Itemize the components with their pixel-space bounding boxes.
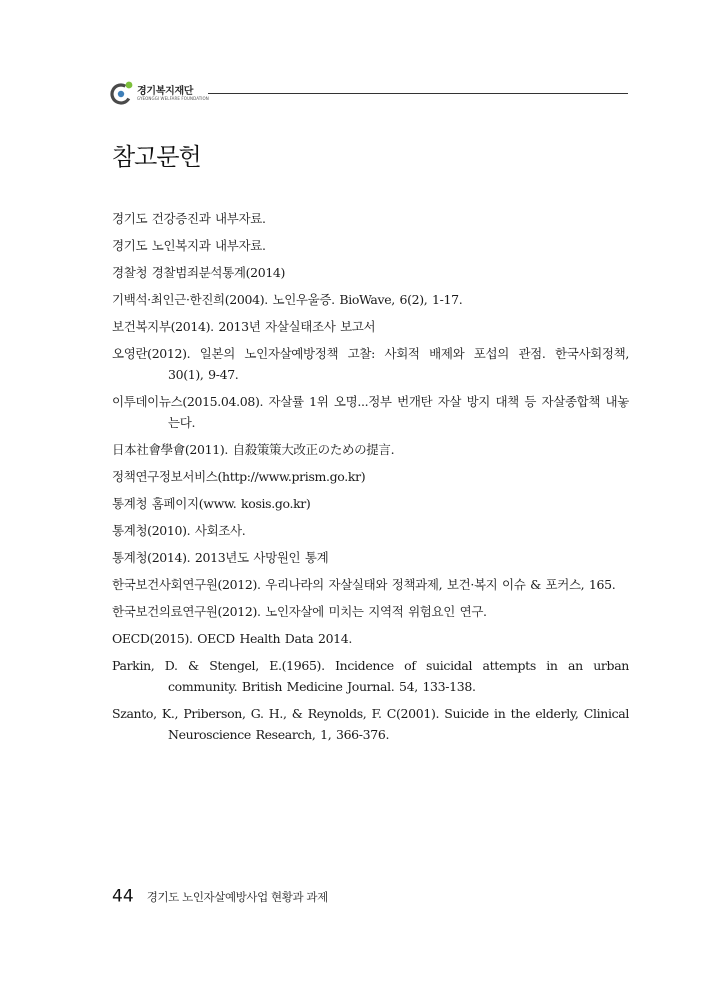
page-title: 참고문헌 <box>112 143 201 171</box>
page-header <box>110 78 628 112</box>
reference-item: 경기도 건강증진과 내부자료. <box>112 211 266 226</box>
reference-item: 日本社會學會(2011). 自殺策策大改正のための提言. <box>112 442 395 457</box>
reference-item: 통계청 홈페이지(www. kosis.go.kr) <box>112 496 311 511</box>
reference-item: 한국보건사회연구원(2012). 우리나라의 자살실태와 정책과제, 보건·복지 이슈 & 포커스, 165. <box>112 577 616 592</box>
page-number: 44 <box>112 886 134 907</box>
brand-name: 경기복지재단 <box>137 86 194 97</box>
reference-item: 이투데이뉴스(2015.04.08). 자살률 1위 오명...정부 번개탄 자살 방지 대책 등 자살종합책 내놓는다. <box>112 394 629 430</box>
reference-item: Parkin, D. & Stengel, E.(1965). Incidence of suicidal attempts in an urban community. British Medicine Journal. 54, 133-138. <box>112 658 629 694</box>
reference-item: 기백석·최인근·한진희(2004). 노인우울증. BioWave, 6(2), 1-17. <box>112 292 463 307</box>
reference-item: 경찰청 경찰범죄분석통계(2014) <box>112 265 286 280</box>
reference-item: Szanto, K., Priberson, G. H., & Reynolds, F. C(2001). Suicide in the elderly, Clinical Neuroscience Research, 1, 366-376. <box>112 706 629 742</box>
reference-item: 보건복지부(2014). 2013년 자살실태조사 보고서 <box>112 319 376 334</box>
running-title: 경기도 노인자살예방사업 현황과 과제 <box>146 889 328 904</box>
reference-item: 경기도 노인복지과 내부자료. <box>112 238 266 253</box>
header-rule <box>208 93 628 94</box>
reference-item: 정책연구정보서비스(http://www.prism.go.kr) <box>112 469 366 484</box>
reference-list <box>112 208 629 751</box>
reference-item: 통계청(2010). 사회조사. <box>112 523 246 538</box>
foundation-logo-icon <box>110 80 134 106</box>
page-footer <box>112 886 328 910</box>
reference-item: 통계청(2014). 2013년도 사망원인 통계 <box>112 550 329 565</box>
brand-subtitle: GYEONGGI WELFARE FOUNDATION <box>137 96 209 101</box>
reference-item: 한국보건의료연구원(2012). 노인자살에 미치는 지역적 위험요인 연구. <box>112 604 487 619</box>
reference-item: 오영란(2012). 일본의 노인자살예방정책 고찰: 사회적 배제와 포섭의 관점. 한국사회정책, 30(1), 9-47. <box>112 346 629 382</box>
reference-item: OECD(2015). OECD Health Data 2014. <box>112 631 353 646</box>
